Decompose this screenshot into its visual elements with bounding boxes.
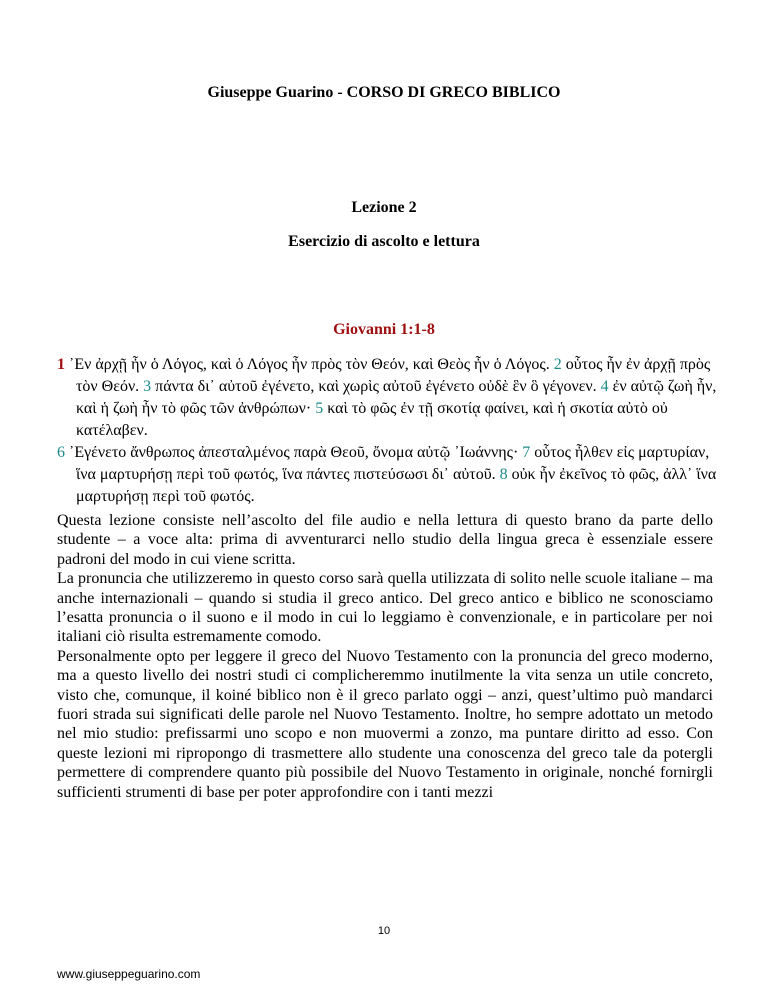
verse-number-3: 3: [143, 378, 152, 395]
greek-paragraph-2: [57, 442, 722, 508]
course-header-title: Giuseppe Guarino - CORSO DI GRECO BIBLICO: [207, 84, 561, 101]
verse-text-5: καὶ τὸ φῶς ἐν τῇ σκοτίᾳ φαίνει, καὶ ἡ σκοτία αὐτὸ οὐ κατέλαβεν.: [76, 400, 668, 439]
verse-text-7: οὗτος ἦλθεν εἰς μαρτυρίαν, ἵνα μαρτυρήσῃ περὶ τοῦ φωτός, ἵνα πάντες πιστεύσωσι δι᾽ αὐτοῦ.: [76, 444, 710, 483]
lesson-title: Lezione 2: [351, 199, 417, 216]
verse-text-6: ᾿Εγένετο ἄνθρωπος ἀπεσταλμένος παρὰ Θεοῦ, ὄνομα αὐτῷ ᾿Ιωάννης·: [65, 444, 523, 461]
lesson-body: [57, 511, 713, 802]
verse-text-4: ἐν αὐτῷ ζωὴ ἦν, καὶ ἡ ζωὴ ἦν τὸ φῶς τῶν ἀνθρώπων·: [76, 378, 717, 417]
body-paragraph-2: La pronuncia che utilizzeremo in questo corso sarà quella utilizzata di solito nelle scuole italiane – ma anche internazionali – quando si studia il greco antico. Del greco antico e biblico ne sconosciamo l’esatta pronuncia o il suono e il modo in cui lo leggiamo è convenzionale, e in particolare per noi italiani ciò risulta estremamente comodo.: [57, 570, 713, 646]
passage-reference: Giovanni 1:1-8: [333, 321, 435, 338]
verse-text-3: πάντα δι᾽ αὐτοῦ ἐγένετο, καὶ χωρὶς αὐτοῦ ἐγένετο οὐδὲ ἓν ὃ γέγονεν.: [151, 378, 601, 395]
verse-number-8: 8: [499, 466, 508, 483]
website-link[interactable]: www.giuseppeguarino.com: [57, 967, 201, 981]
body-paragraph-1: Questa lezione consiste nell’ascolto del file audio e nella lettura di questo brano da parte dello studente – a voce alta: prima di avventurarci nello studio della lingua greca è essenziale essere padroni del modo in cui viene scritta.: [57, 512, 713, 568]
page-number: 10: [377, 925, 391, 937]
body-paragraph-3: Personalmente opto per leggere il greco del Nuovo Testamento con la pronuncia del greco moderno, ma a questo livello dei nostri studi ci complicheremmo inutilmente la vita senza un utile concreto, visto che, comunque, il koiné biblico non è il greco parlato oggi – anzi, quest’ultimo può mandarci fuori strada sui significati delle parole nel Nuovo Testamento. Inoltre, ho sempre adottato un metodo nel mio studio: prefissarmi uno scopo e non muovermi a zonzo, ma puntare diritto ad esso. Con queste lezioni mi ripropongo di trasmettere allo studente una conoscenza del greco tale da potergli permettere di comprendere quanto più possibile del Nuovo Testamento in originale, nonché fornirgli sufficienti strumenti di base per poter approfondire con i tanti mezzi: [57, 647, 713, 801]
greek-passage: [57, 354, 722, 508]
verse-text-1: ᾿Εν ἀρχῇ ἦν ὁ Λόγος, καὶ ὁ Λόγος ἦν πρὸς τὸν Θεόν, καὶ Θεὸς ἦν ὁ Λόγος.: [65, 356, 554, 373]
verse-number-2: 2: [553, 356, 562, 373]
verse-number-1: 1: [57, 356, 65, 373]
greek-paragraph-1: [57, 354, 722, 442]
lesson-subtitle: Esercizio di ascolto e lettura: [288, 233, 480, 250]
verse-number-4: 4: [600, 378, 609, 395]
verse-text-2: οὗτος ἦν ἐν ἀρχῇ πρὸς τὸν Θεόν.: [76, 356, 711, 395]
verse-number-6: 6: [57, 444, 65, 461]
verse-number-5: 5: [315, 400, 324, 417]
verse-text-8: οὐκ ἦν ἐκεῖνος τὸ φῶς, ἀλλ᾽ ἵνα μαρτυρήσῃ περὶ τοῦ φωτός.: [76, 466, 717, 505]
verse-number-7: 7: [522, 444, 531, 461]
